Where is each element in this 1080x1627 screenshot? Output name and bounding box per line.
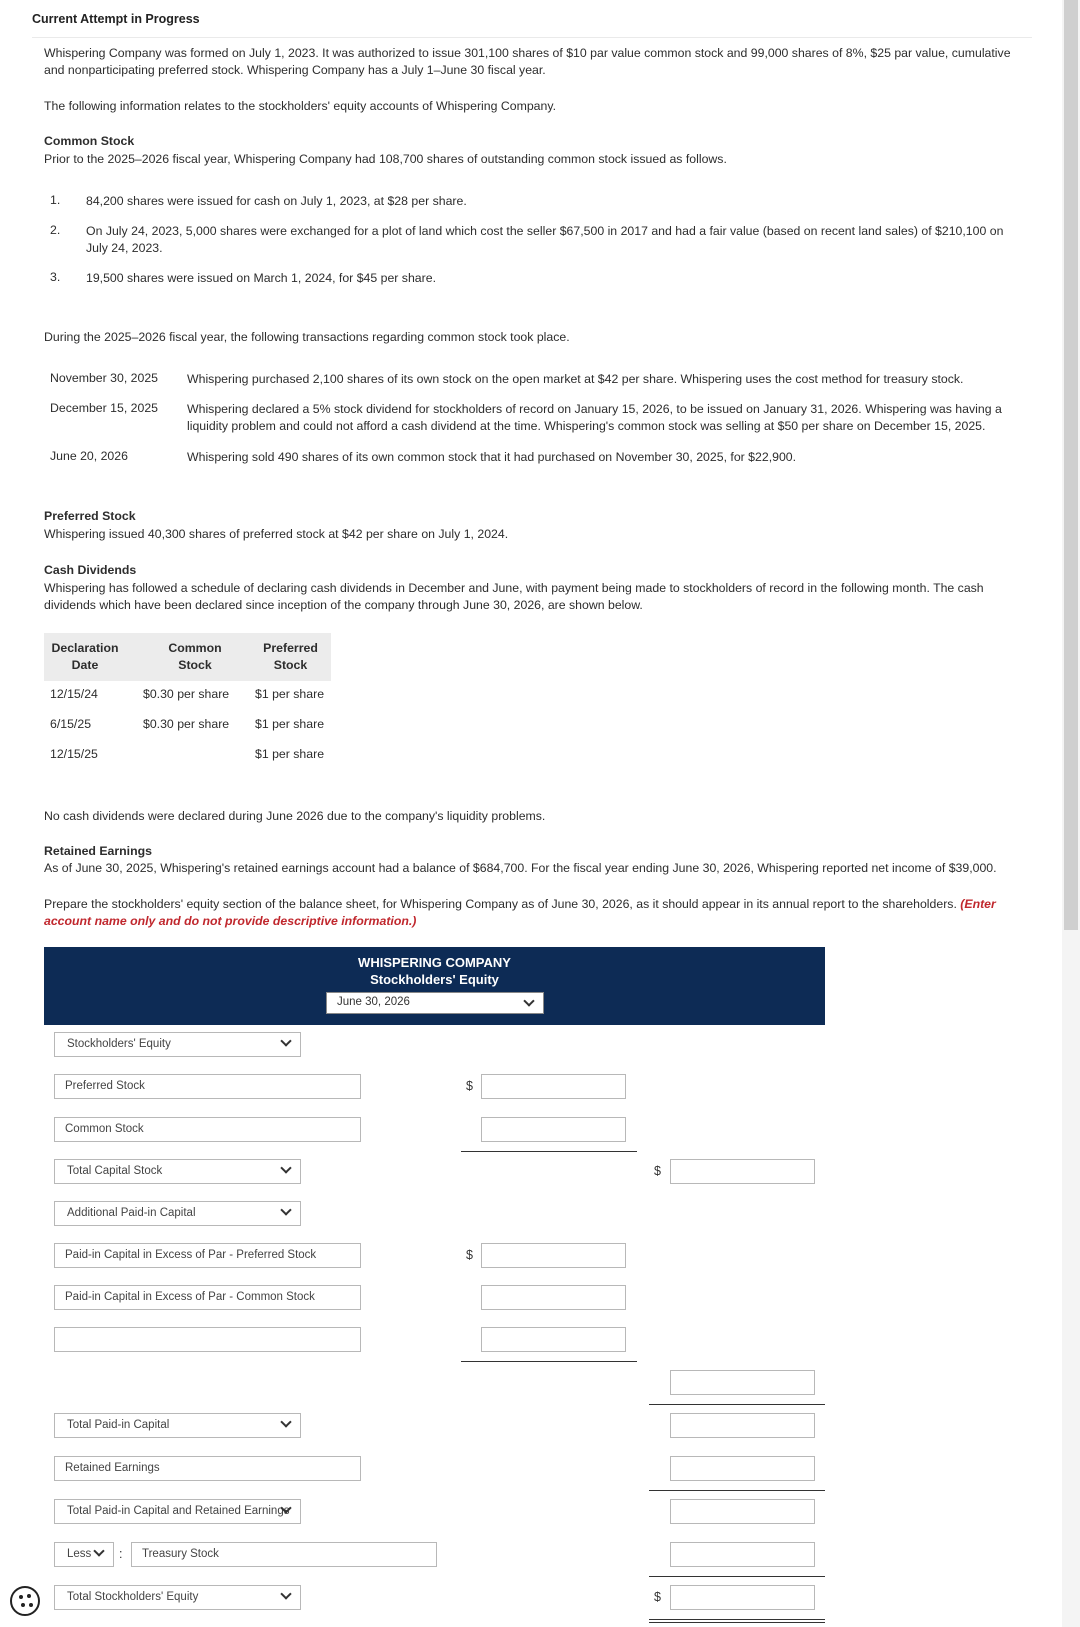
transaction-date: November 30, 2025 xyxy=(50,371,159,385)
common-stock-amount[interactable] xyxy=(481,1117,626,1142)
list-item: 84,200 shares were issued for cash on July 1, 2023, at $28 per share. xyxy=(86,194,467,208)
cell-common: $0.30 per share xyxy=(143,717,230,731)
company-name: WHISPERING COMPANY xyxy=(358,955,511,970)
intro-text: Whispering Company was formed on July 1, 2023. It was authorized to issue 301,100 shares of $10 par value common stock and 99,000 shares of 8%, $25 par value, cumulative and nonparticipating preferred stock. Whispering Company has a July 1–June 30 fiscal year. xyxy=(44,46,1011,77)
total-stockholders-equity-amount[interactable] xyxy=(670,1585,815,1610)
date-select[interactable]: June 30, 2026 xyxy=(326,992,544,1014)
total-paid-in-capital-select[interactable]: Total Paid-in Capital xyxy=(54,1413,301,1438)
scrollbar-thumb[interactable] xyxy=(1064,0,1078,930)
additional-paid-in-capital-select[interactable]: Additional Paid-in Capital xyxy=(54,1201,301,1226)
transaction-date: June 20, 2026 xyxy=(50,449,128,463)
stockholders-equity-select[interactable]: Stockholders' Equity xyxy=(54,1032,301,1057)
total-paid-in-capital-amount[interactable] xyxy=(670,1413,815,1438)
header-preferred: Preferred Stock xyxy=(263,641,318,672)
total-pic-re-amount[interactable] xyxy=(670,1499,815,1524)
treasury-stock-field[interactable]: Treasury Stock xyxy=(131,1542,437,1567)
cell-preferred: $1 per share xyxy=(255,717,325,731)
subtotal-rule xyxy=(649,1576,825,1577)
retained-earnings-text: As of June 30, 2025, Whispering's retained earnings account had a balance of $684,700. For the fiscal year ending June 30, 2026, Whispering reported net income of $39,000. xyxy=(44,861,997,875)
common-stock-heading: Common Stock xyxy=(44,134,135,148)
pic-common-amount[interactable] xyxy=(481,1285,626,1310)
header-date: Declaration Date xyxy=(51,641,119,672)
total-stockholders-equity-select[interactable]: Total Stockholders' Equity xyxy=(54,1585,301,1610)
retained-earnings-amount[interactable] xyxy=(670,1456,815,1481)
list-number: 2. xyxy=(50,223,61,237)
double-underline xyxy=(649,1619,825,1620)
pic-preferred-amount[interactable] xyxy=(481,1243,626,1268)
preferred-stock-amount[interactable] xyxy=(481,1074,626,1099)
transaction-text: Whispering sold 490 shares of its own common stock that it had purchased on November 30, 2025, for $22,900. xyxy=(187,450,797,464)
cell-date: 6/15/25 xyxy=(50,717,92,731)
chevron-down-icon xyxy=(280,1035,291,1046)
dollar-sign: $ xyxy=(654,1590,661,1604)
common-stock-field[interactable]: Common Stock xyxy=(54,1117,361,1142)
list-number: 1. xyxy=(50,193,61,207)
blank-account-amount[interactable] xyxy=(481,1327,626,1352)
transaction-text: Whispering purchased 2,100 shares of its own stock on the open market at $42 per share. Whispering uses the cost method for treasury stock. xyxy=(187,372,964,386)
cell-date: 12/15/25 xyxy=(50,747,98,761)
info-text: The following information relates to the stockholders' equity accounts of Whispering Company. xyxy=(44,99,557,113)
statement-header-panel xyxy=(44,947,825,1025)
cash-dividends-text: Whispering has followed a schedule of declaring cash dividends in December and June, with payment being made to stockholders of record in the following month. The cash dividends which have been declared since inception of the company through June 30, 2026, are shown below. xyxy=(44,581,984,612)
pic-common-field[interactable]: Paid-in Capital in Excess of Par - Common Stock xyxy=(54,1285,361,1310)
preferred-stock-field[interactable]: Preferred Stock xyxy=(54,1074,361,1099)
cell-preferred: $1 per share xyxy=(255,747,325,761)
cell-common: $0.30 per share xyxy=(143,687,230,701)
during-text: During the 2025–2026 fiscal year, the following transactions regarding common stock took place. xyxy=(44,330,570,344)
total-capital-stock-select[interactable]: Total Capital Stock xyxy=(54,1159,301,1184)
retained-earnings-heading: Retained Earnings xyxy=(44,844,152,858)
preferred-stock-text: Whispering issued 40,300 shares of preferred stock at $42 per share on July 1, 2024. xyxy=(44,527,509,541)
chevron-down-icon xyxy=(523,995,534,1006)
dividend-note: No cash dividends were declared during June 2026 due to the company's liquidity problems. xyxy=(44,809,546,823)
cash-dividends-heading: Cash Dividends xyxy=(44,563,137,577)
total-capital-stock-amount[interactable] xyxy=(670,1159,815,1184)
cell-date: 12/15/24 xyxy=(50,687,98,701)
pic-subtotal-amount[interactable] xyxy=(670,1370,815,1395)
retained-earnings-field[interactable]: Retained Earnings xyxy=(54,1456,361,1481)
total-pic-re-select[interactable]: Total Paid-in Capital and Retained Earnings xyxy=(54,1499,301,1524)
statement-title: Stockholders' Equity xyxy=(370,972,499,987)
subtotal-rule xyxy=(461,1151,637,1152)
list-number: 3. xyxy=(50,270,61,284)
less-select[interactable]: Less xyxy=(54,1542,114,1567)
subtotal-rule xyxy=(649,1404,825,1405)
dollar-sign: $ xyxy=(466,1079,473,1093)
transaction-text: Whispering declared a 5% stock dividend for stockholders of record on January 15, 2026, to be issued on January 31, 2026. Whispering was having a liquidity problem and could not afford a cash dividend at the time. Whispering's common stock was selling at $50 per share on December 15, 2025. xyxy=(187,402,1002,433)
preferred-stock-heading: Preferred Stock xyxy=(44,509,136,523)
list-item: 19,500 shares were issued on March 1, 2024, for $45 per share. xyxy=(86,271,436,285)
colon: : xyxy=(119,1547,123,1561)
header-common: Common Stock xyxy=(168,641,222,672)
pic-preferred-field[interactable]: Paid-in Capital in Excess of Par - Preferred Stock xyxy=(54,1243,361,1268)
dollar-sign: $ xyxy=(654,1164,661,1178)
chevron-down-icon xyxy=(280,1588,291,1599)
subtotal-rule xyxy=(461,1361,637,1362)
page-header: Current Attempt in Progress xyxy=(32,12,200,26)
divider xyxy=(32,37,1032,38)
instruction-text: Prepare the stockholders' equity section of the balance sheet, for Whispering Company as of June 30, 2026, as it should appear in its annual report to the shareholders. (Enter account name only and do not provide descriptive information.) xyxy=(44,897,996,928)
list-item: On July 24, 2023, 5,000 shares were exchanged for a plot of land which cost the seller $67,500 in 2017 and had a fair value (based on recent land sales) of $210,100 on July 24, 2023. xyxy=(86,224,1004,255)
common-stock-text: Prior to the 2025–2026 fiscal year, Whispering Company had 108,700 shares of outstanding common stock issued as follows. xyxy=(44,152,727,166)
chevron-down-icon xyxy=(280,1416,291,1427)
cell-preferred: $1 per share xyxy=(255,687,325,701)
dollar-sign: $ xyxy=(466,1248,473,1262)
chevron-down-icon xyxy=(93,1545,104,1556)
chevron-down-icon xyxy=(280,1204,291,1215)
transaction-date: December 15, 2025 xyxy=(50,401,159,415)
treasury-stock-amount[interactable] xyxy=(670,1542,815,1567)
double-underline xyxy=(649,1622,825,1623)
subtotal-rule xyxy=(649,1490,825,1491)
blank-account-field[interactable] xyxy=(54,1327,361,1352)
chevron-down-icon xyxy=(280,1162,291,1173)
cookie-icon[interactable] xyxy=(10,1586,40,1616)
